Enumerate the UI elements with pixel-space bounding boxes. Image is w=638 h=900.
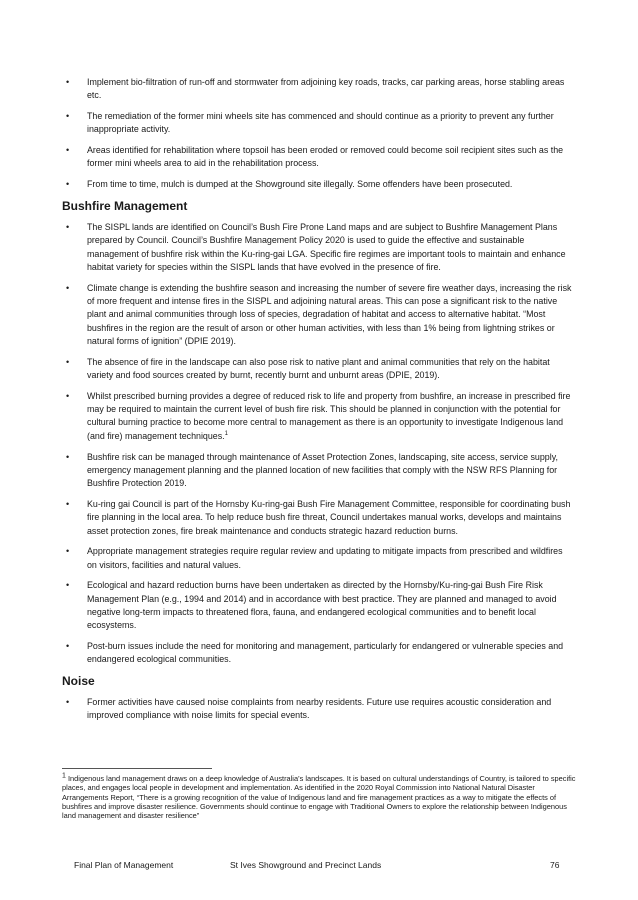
page-footer [0, 860, 638, 874]
list-item: • Implement bio-filtration of run-off and stormwater from adjoining key roads, tracks, car parking areas, horse stabling areas etc. [66, 77, 565, 101]
bullet-icon: • [66, 546, 70, 557]
list-item: • The SISPL lands are identified on Council’s Bush Fire Prone Land maps and are subject to Bushfire Management Plans prepared by Council. Council’s Bushfire Management Policy 2020 is used to guide the effective and sustainable management of bushfire risk within the Ku-ring-gai LGA. Specific fire regimes are important tools to maintain and enhance habitat variety for species within the SISPL lands that have evolved in the presence of fire. [66, 222, 566, 272]
bullet-icon: • [66, 77, 70, 87]
noise-bullet-list [62, 696, 574, 723]
bullet-icon: • [66, 451, 70, 462]
list-item: • The remediation of the former mini wheels site has commenced and should continue as a priority to prevent any further inappropriate activity. [66, 111, 554, 135]
list-item: • Ecological and hazard reduction burns have been undertaken as directed by the Hornsby/Ku-ring-gai Bush Fire Risk Management Plan (e.g., 1994 and 2014) and in accordance with best practice. They are planned and managed to avoid negative long-term impacts to threatened flora, fauna, and endangered ecological communities and to benefit local ecosystems. [66, 580, 557, 631]
footer-page-number: 76 [550, 860, 560, 870]
intro-bullet-list [62, 76, 574, 192]
list-item: • Areas identified for rehabilitation where topsoil has been eroded or removed could become soil recipient sites such as the former mini wheels area to aid in the rehabilitation process. [66, 145, 564, 169]
footer-document-title: Final Plan of Management [74, 860, 174, 870]
bullet-icon: • [66, 580, 70, 591]
list-item: • Post-burn issues include the need for monitoring and management, particularly for endangered or vulnerable species and endangered ecological communities. [66, 641, 564, 665]
bullet-icon: • [66, 282, 70, 293]
bullet-icon: • [66, 222, 70, 233]
bullet-icon: • [66, 498, 70, 509]
list-item: • Ku-ring gai Council is part of the Hornsby Ku-ring-gai Bush Fire Management Committee, responsible for coordinating bush fire planning in the local area. To help reduce bush fire threat, Council undertakes manual works, develops and maintains asset protection zones, fire break maintenance and conducts strategic hazard reduction burns. [66, 498, 571, 536]
bushfire-bullet-list [62, 221, 574, 667]
footnote-text: Indigenous land management draws on a deep knowledge of Australia’s landscapes. It is based on cultural understandings of Country, is tailored to specific places, and engages local people in development and implementation. As identified in the 2020 Royal Commission into National Natural Disaster Arrangements Report, “There is a growing recognition of the value of Indigenous land and fire management practices as a way to mitigate the effects of bushfires and improve disaster resilience. Governments should continue to engage with Traditional Owners to explore the relationship between Indigenous land management and disaster resilience” [62, 774, 576, 821]
list-item: • Whilst prescribed burning provides a degree of reduced risk to life and property from bushfire, an increase in prescribed fire may be required to maintain the current level of bush fire risk. This should be planned in conjunction with the potential for cultural burning practice to become more central to management as there is an opportunity to investigate Indigenous land (and fire) management techniques.$^1$ [66, 390, 571, 441]
footnote [62, 774, 576, 820]
footnote-divider [62, 768, 212, 769]
list-item: • Former activities have caused noise complaints from nearby residents. Future use requires acoustic consideration and improved compliance with noise limits for special events. [66, 697, 552, 721]
bullet-icon: • [66, 356, 70, 367]
bullet-icon: • [66, 641, 70, 652]
footnote-reference[interactable]: 1 [224, 430, 228, 437]
list-item: • Bushfire risk can be managed through maintenance of Asset Protection Zones, landscaping, site access, service supply, emergency management planning and the planned location of new facilities that comply with the NSW RFS Planning for Bushfire Protection 2019. [66, 451, 558, 489]
list-item: • From time to time, mulch is dumped at the Showground site illegally. Some offenders have been prosecuted. [62, 178, 574, 191]
footer-site-name: St Ives Showground and Precinct Lands [230, 860, 382, 870]
noise-heading: Noise [62, 674, 95, 689]
list-item: • Climate change is extending the bushfire season and increasing the number of severe fire weather days, increasing the risk of more frequent and intense fires in the SISPL and adjoining natural areas. This can pose a significant risk to the native plant and animal communities through loss of species, degradation of habitat and access to alternative habitat. “Most bushfires in the region are the result of arson or other human activities, with less than 1% being from lightning strikes or natural forms of ignition” (DPIE 2019). [66, 282, 572, 346]
bullet-icon: • [66, 697, 70, 708]
bullet-icon: • [66, 179, 70, 190]
list-item: • The absence of fire in the landscape can also pose risk to native plant and animal communities that rely on the habitat variety and food sources created by burnt, recently burnt and unburnt areas (DPIE, 2019). [66, 356, 550, 381]
list-item: • Appropriate management strategies require regular review and updating to mitigate impacts from prescribed and wildfires on visitors, facilities and natural values. [66, 546, 563, 570]
bullet-icon: • [66, 111, 70, 122]
footnote-marker: 1 [62, 772, 66, 780]
bullet-icon: • [66, 390, 70, 401]
bullet-icon: • [66, 145, 70, 156]
page-body [62, 76, 574, 730]
bushfire-heading: Bushfire Management [62, 199, 188, 214]
